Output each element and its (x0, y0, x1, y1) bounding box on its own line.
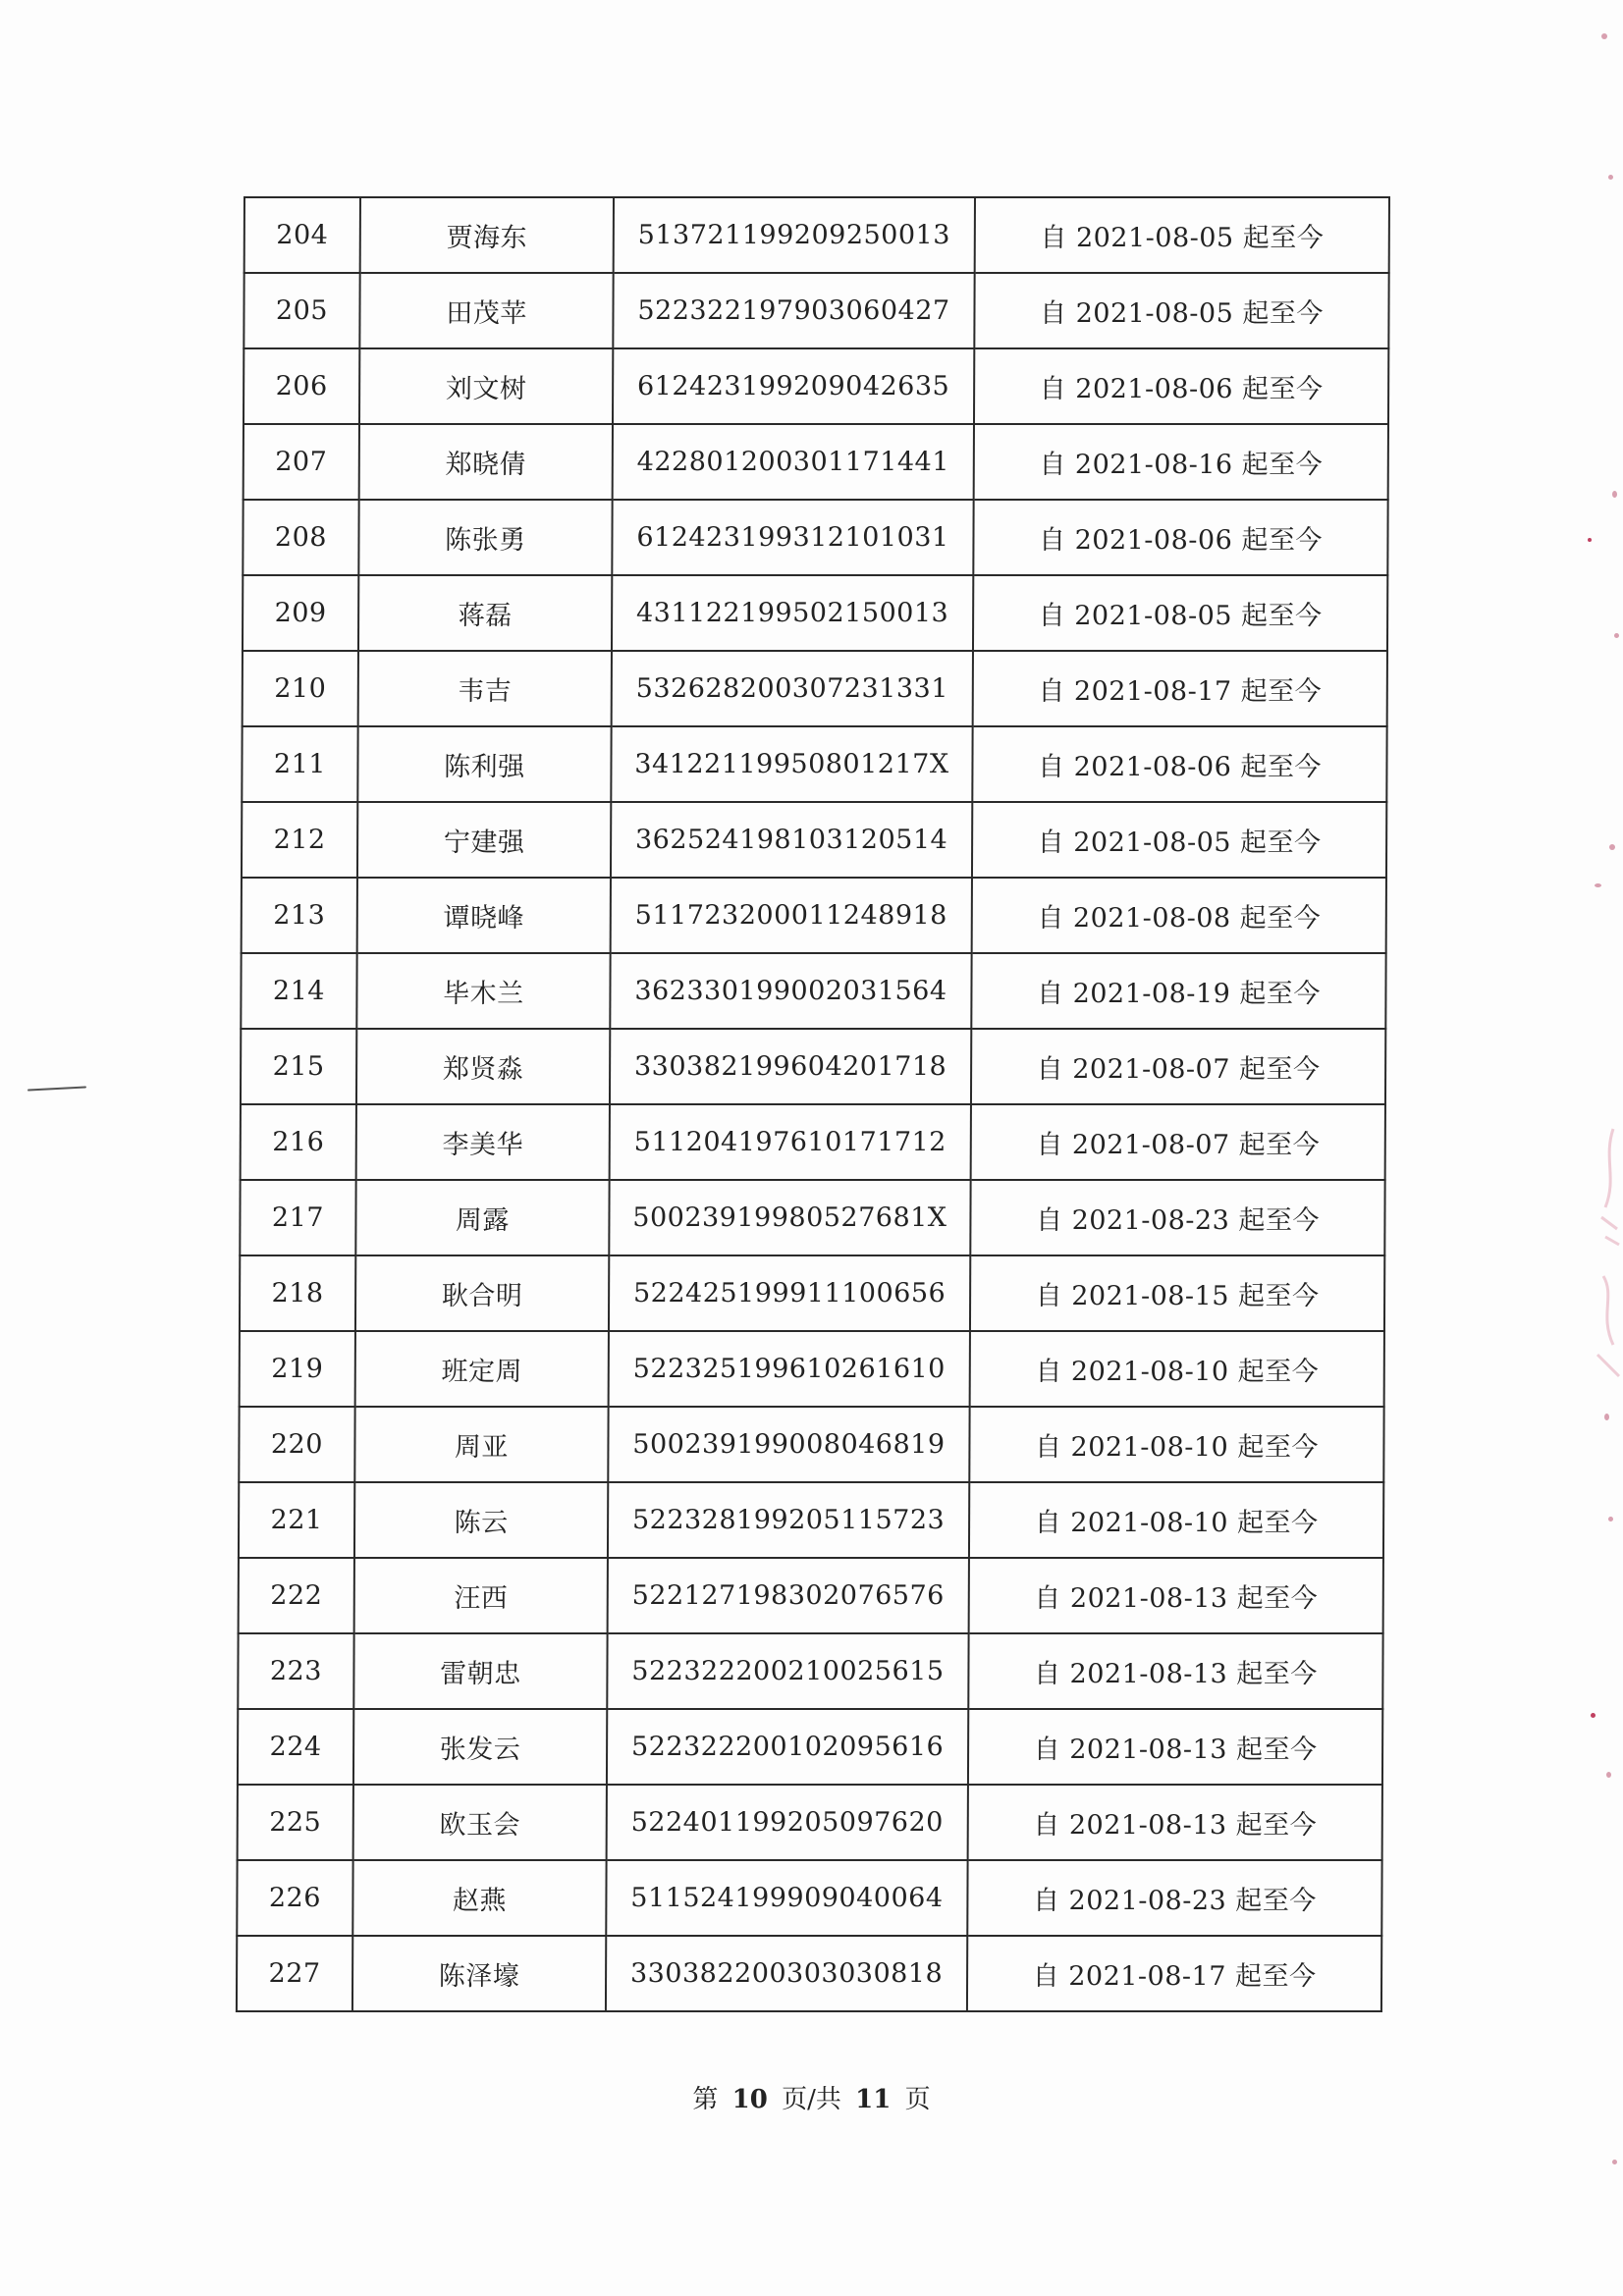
scan-speck (1609, 844, 1615, 850)
row-number-cell: 204 (244, 197, 360, 273)
row-number-cell: 217 (240, 1180, 355, 1255)
table-row (241, 1029, 1385, 1104)
person-name-cell: 刘文树 (359, 348, 613, 424)
person-name-cell: 毕木兰 (356, 953, 610, 1029)
scan-speck (1604, 1414, 1609, 1420)
id-number-cell: 522322197903060427 (613, 273, 974, 348)
scan-speck (1601, 33, 1607, 39)
table-row (241, 1104, 1385, 1180)
table-row (239, 1482, 1383, 1558)
table-row (243, 500, 1387, 575)
person-name-cell: 田茂苹 (359, 273, 613, 348)
scan-speck (1612, 2160, 1617, 2164)
employment-period-cell: 自 2021-08-05 起至今 (972, 802, 1386, 878)
page-suffix: 页 (904, 2085, 931, 2114)
employment-period-cell: 自 2021-08-05 起至今 (974, 273, 1388, 348)
person-name-cell: 欧玉会 (353, 1785, 607, 1860)
row-number-cell: 225 (238, 1785, 353, 1860)
table-row (243, 273, 1388, 348)
employment-period-cell: 自 2021-08-10 起至今 (970, 1331, 1384, 1407)
red-seal-fragment (1584, 1119, 1623, 1394)
row-number-cell: 227 (237, 1936, 352, 2011)
row-number-cell: 224 (238, 1709, 353, 1785)
employment-period-cell: 自 2021-08-23 起至今 (970, 1180, 1384, 1255)
person-name-cell: 周露 (355, 1180, 609, 1255)
id-number-cell: 612423199209042635 (613, 348, 974, 424)
person-name-cell: 郑晓倩 (359, 424, 613, 500)
employment-period-cell: 自 2021-08-07 起至今 (971, 1104, 1385, 1180)
table-row (243, 651, 1387, 726)
id-number-cell: 431122199502150013 (612, 575, 973, 651)
scan-speck (27, 1086, 86, 1091)
table-row (237, 1860, 1381, 1936)
table-row (238, 1785, 1382, 1860)
scan-speck (1606, 1772, 1611, 1778)
employment-period-cell: 自 2021-08-10 起至今 (969, 1407, 1383, 1482)
table-row (240, 1255, 1384, 1331)
employment-period-cell: 自 2021-08-13 起至今 (968, 1709, 1382, 1785)
row-number-cell: 212 (242, 802, 357, 878)
table-row (238, 1633, 1382, 1709)
id-number-cell: 522328199205115723 (608, 1482, 969, 1558)
row-number-cell: 205 (243, 273, 359, 348)
scan-speck (1608, 1517, 1613, 1522)
person-name-cell: 耿合明 (355, 1255, 609, 1331)
row-number-cell: 211 (242, 726, 357, 802)
total-page-count: 11 (855, 2085, 892, 2114)
id-number-cell: 422801200301171441 (613, 424, 974, 500)
scan-speck (1588, 538, 1592, 542)
table-row (240, 1180, 1384, 1255)
employment-period-cell: 自 2021-08-16 起至今 (974, 424, 1388, 500)
employment-period-cell: 自 2021-08-13 起至今 (968, 1633, 1382, 1709)
person-name-cell: 赵燕 (352, 1860, 606, 1936)
id-number-cell: 522401199205097620 (607, 1785, 968, 1860)
row-number-cell: 220 (239, 1407, 354, 1482)
table-row (239, 1407, 1383, 1482)
page-middle: 页/共 (782, 2085, 841, 2114)
scan-speck (1608, 175, 1613, 180)
table-row (244, 197, 1389, 273)
row-number-cell: 214 (241, 953, 356, 1029)
employment-period-cell: 自 2021-08-08 起至今 (972, 878, 1386, 953)
row-number-cell: 226 (237, 1860, 352, 1936)
id-number-cell: 50023919980527681X (609, 1180, 970, 1255)
id-number-cell: 522322200210025615 (607, 1633, 968, 1709)
table-row (243, 575, 1387, 651)
scan-speck (1591, 1713, 1596, 1718)
table-row (239, 1558, 1383, 1633)
id-number-cell: 511723200011248918 (611, 878, 972, 953)
id-number-cell: 330382199604201718 (610, 1029, 971, 1104)
table-row (237, 1936, 1381, 2011)
table-row (240, 1331, 1384, 1407)
employment-period-cell: 自 2021-08-10 起至今 (969, 1482, 1383, 1558)
id-number-cell: 34122119950801217X (611, 726, 972, 802)
row-number-cell: 218 (240, 1255, 355, 1331)
row-number-cell: 209 (243, 575, 358, 651)
id-number-cell: 362524198103120514 (611, 802, 972, 878)
page-number-footer (0, 2079, 1623, 2115)
id-number-cell: 522322200102095616 (607, 1709, 968, 1785)
row-number-cell: 213 (242, 878, 357, 953)
person-name-cell: 周亚 (354, 1407, 608, 1482)
table-row (243, 424, 1388, 500)
personnel-table-body (237, 197, 1389, 2011)
id-number-cell: 511204197610171712 (610, 1104, 971, 1180)
id-number-cell: 362330199002031564 (610, 953, 971, 1029)
person-name-cell: 汪西 (354, 1558, 608, 1633)
id-number-cell: 532628200307231331 (612, 651, 973, 726)
table-row (242, 726, 1386, 802)
employment-period-cell: 自 2021-08-17 起至今 (973, 651, 1387, 726)
employment-period-cell: 自 2021-08-15 起至今 (970, 1255, 1384, 1331)
person-name-cell: 蒋磊 (358, 575, 612, 651)
person-name-cell: 雷朝忠 (353, 1633, 607, 1709)
person-name-cell: 宁建强 (357, 802, 611, 878)
row-number-cell: 221 (239, 1482, 354, 1558)
person-name-cell: 贾海东 (360, 197, 614, 273)
row-number-cell: 216 (241, 1104, 356, 1180)
person-name-cell: 陈张勇 (358, 500, 612, 575)
row-number-cell: 208 (243, 500, 358, 575)
table-row (242, 802, 1386, 878)
row-number-cell: 210 (243, 651, 358, 726)
row-number-cell: 206 (243, 348, 359, 424)
person-name-cell: 李美华 (356, 1104, 610, 1180)
person-name-cell: 郑贤淼 (356, 1029, 610, 1104)
table-row (238, 1709, 1382, 1785)
employment-period-cell: 自 2021-08-05 起至今 (973, 575, 1387, 651)
person-name-cell: 韦吉 (358, 651, 612, 726)
employment-period-cell: 自 2021-08-17 起至今 (967, 1936, 1381, 2011)
current-page-number: 10 (731, 2085, 768, 2114)
page-prefix: 第 (692, 2085, 719, 2114)
employment-period-cell: 自 2021-08-07 起至今 (971, 1029, 1385, 1104)
table-row (242, 878, 1386, 953)
employment-period-cell: 自 2021-08-05 起至今 (975, 197, 1389, 273)
id-number-cell: 513721199209250013 (614, 197, 975, 273)
person-name-cell: 班定周 (355, 1331, 609, 1407)
person-name-cell: 谭晓峰 (357, 878, 611, 953)
person-name-cell: 陈泽壕 (352, 1936, 606, 2011)
table-row (243, 348, 1388, 424)
id-number-cell: 522325199610261610 (609, 1331, 970, 1407)
person-name-cell: 陈云 (354, 1482, 608, 1558)
scan-speck (1614, 633, 1619, 638)
employment-period-cell: 自 2021-08-06 起至今 (972, 726, 1386, 802)
row-number-cell: 223 (238, 1633, 353, 1709)
id-number-cell: 330382200303030818 (606, 1936, 967, 2011)
person-name-cell: 陈利强 (357, 726, 611, 802)
employment-period-cell: 自 2021-08-23 起至今 (967, 1860, 1381, 1936)
id-number-cell: 522425199911100656 (609, 1255, 970, 1331)
table-row (241, 953, 1385, 1029)
id-number-cell: 511524199909040064 (606, 1860, 967, 1936)
row-number-cell: 222 (239, 1558, 354, 1633)
row-number-cell: 207 (243, 424, 359, 500)
employment-period-cell: 自 2021-08-06 起至今 (974, 348, 1388, 424)
id-number-cell: 500239199008046819 (608, 1407, 969, 1482)
row-number-cell: 219 (240, 1331, 355, 1407)
row-number-cell: 215 (241, 1029, 356, 1104)
person-name-cell: 张发云 (353, 1709, 607, 1785)
id-number-cell: 522127198302076576 (608, 1558, 969, 1633)
id-number-cell: 612423199312101031 (612, 500, 973, 575)
employment-period-cell: 自 2021-08-13 起至今 (969, 1558, 1383, 1633)
employment-period-cell: 自 2021-08-13 起至今 (968, 1785, 1382, 1860)
scan-speck (1612, 491, 1617, 498)
personnel-table (236, 196, 1390, 2012)
employment-period-cell: 自 2021-08-06 起至今 (973, 500, 1387, 575)
employment-period-cell: 自 2021-08-19 起至今 (971, 953, 1385, 1029)
scan-speck (1595, 883, 1601, 887)
